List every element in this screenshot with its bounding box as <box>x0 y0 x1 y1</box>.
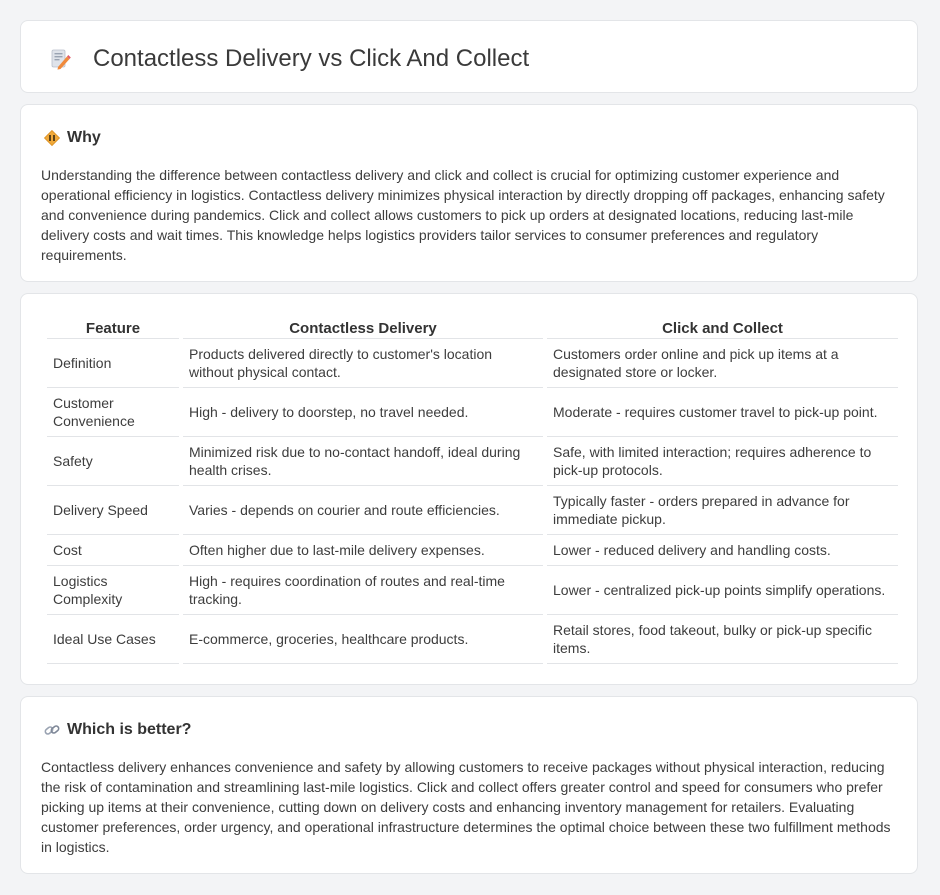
table-row <box>47 339 898 388</box>
feature-cell: Ideal Use Cases <box>47 615 179 664</box>
feature-cell: Customer Convenience <box>47 388 179 437</box>
comparison-section <box>20 293 918 685</box>
which-is-better-section <box>20 696 918 874</box>
click-collect-cell: Lower - centralized pick-up points simplify operations. <box>547 566 898 615</box>
contactless-cell: E-commerce, groceries, healthcare products. <box>183 615 543 664</box>
click-collect-cell: Safe, with limited interaction; requires adherence to pick-up protocols. <box>547 437 898 486</box>
table-row <box>47 535 898 566</box>
click-collect-cell: Typically faster - orders prepared in advance for immediate pickup. <box>547 486 898 535</box>
better-text: Contactless delivery enhances convenience and safety by allowing customers to receive packages without physical interaction, reducing the risk of contamination and streamlining last-mile logistics. Click and collect offers greater control and speed for consumers who prefer picking up items at their convenience, cutting down on delivery costs and enhancing inventory management for retailers. Evaluating customer preferences, order urgency, and operational infrastructure determines the optimal choice between these two fulfillment methods in logistics. <box>41 759 891 855</box>
contactless-cell: High - delivery to doorstep, no travel needed. <box>183 388 543 437</box>
better-heading-row <box>43 719 191 741</box>
click-collect-cell: Lower - reduced delivery and handling costs. <box>547 535 898 566</box>
table-row <box>47 388 898 437</box>
title-card <box>20 20 918 93</box>
table-row <box>47 566 898 615</box>
feature-cell: Logistics Complexity <box>47 566 179 615</box>
feature-cell: Definition <box>47 339 179 388</box>
contactless-cell: Varies - depends on courier and route efficiencies. <box>183 486 543 535</box>
document-pencil-icon <box>48 47 72 71</box>
contactless-cell: Minimized risk due to no-contact handoff, ideal during health crises. <box>183 437 543 486</box>
feature-cell: Cost <box>47 535 179 566</box>
contactless-cell: Products delivered directly to customer's location without physical contact. <box>183 339 543 388</box>
click-collect-cell: Retail stores, food takeout, bulky or pick-up specific items. <box>547 615 898 664</box>
contactless-cell: High - requires coordination of routes and real-time tracking. <box>183 566 543 615</box>
link-icon <box>43 721 61 739</box>
click-collect-cell: Moderate - requires customer travel to pick-up point. <box>547 388 898 437</box>
comparison-table <box>43 318 902 664</box>
header-feature: Feature <box>47 318 179 339</box>
table-row <box>47 437 898 486</box>
why-text: Understanding the difference between contactless delivery and click and collect is crucial for optimizing customer experience and operational efficiency in logistics. Contactless delivery minimizes physical interaction by directly dropping off packages, enhancing safety and convenience during pandemics. Click and collect allows customers to pick up orders at designated locations, reducing last-mile delivery costs and wait times. This knowledge helps logistics providers tailor services to consumer preferences and regulatory requirements. <box>41 167 885 263</box>
why-heading: Why <box>67 129 101 146</box>
header-click-and-collect: Click and Collect <box>547 318 898 339</box>
better-heading: Which is better? <box>67 721 192 738</box>
feature-cell: Safety <box>47 437 179 486</box>
feature-cell: Delivery Speed <box>47 486 179 535</box>
click-collect-cell: Customers order online and pick up items at a designated store or locker. <box>547 339 898 388</box>
why-section <box>20 104 918 282</box>
page-title: Contactless Delivery vs Click And Collect <box>93 45 530 72</box>
contactless-cell: Often higher due to last-mile delivery expenses. <box>183 535 543 566</box>
why-heading-row <box>43 127 101 149</box>
table-row <box>47 615 898 664</box>
table-row <box>47 486 898 535</box>
header-contactless-delivery: Contactless Delivery <box>183 318 543 339</box>
diamond-warning-icon <box>43 129 61 147</box>
table-header-row <box>47 318 898 339</box>
